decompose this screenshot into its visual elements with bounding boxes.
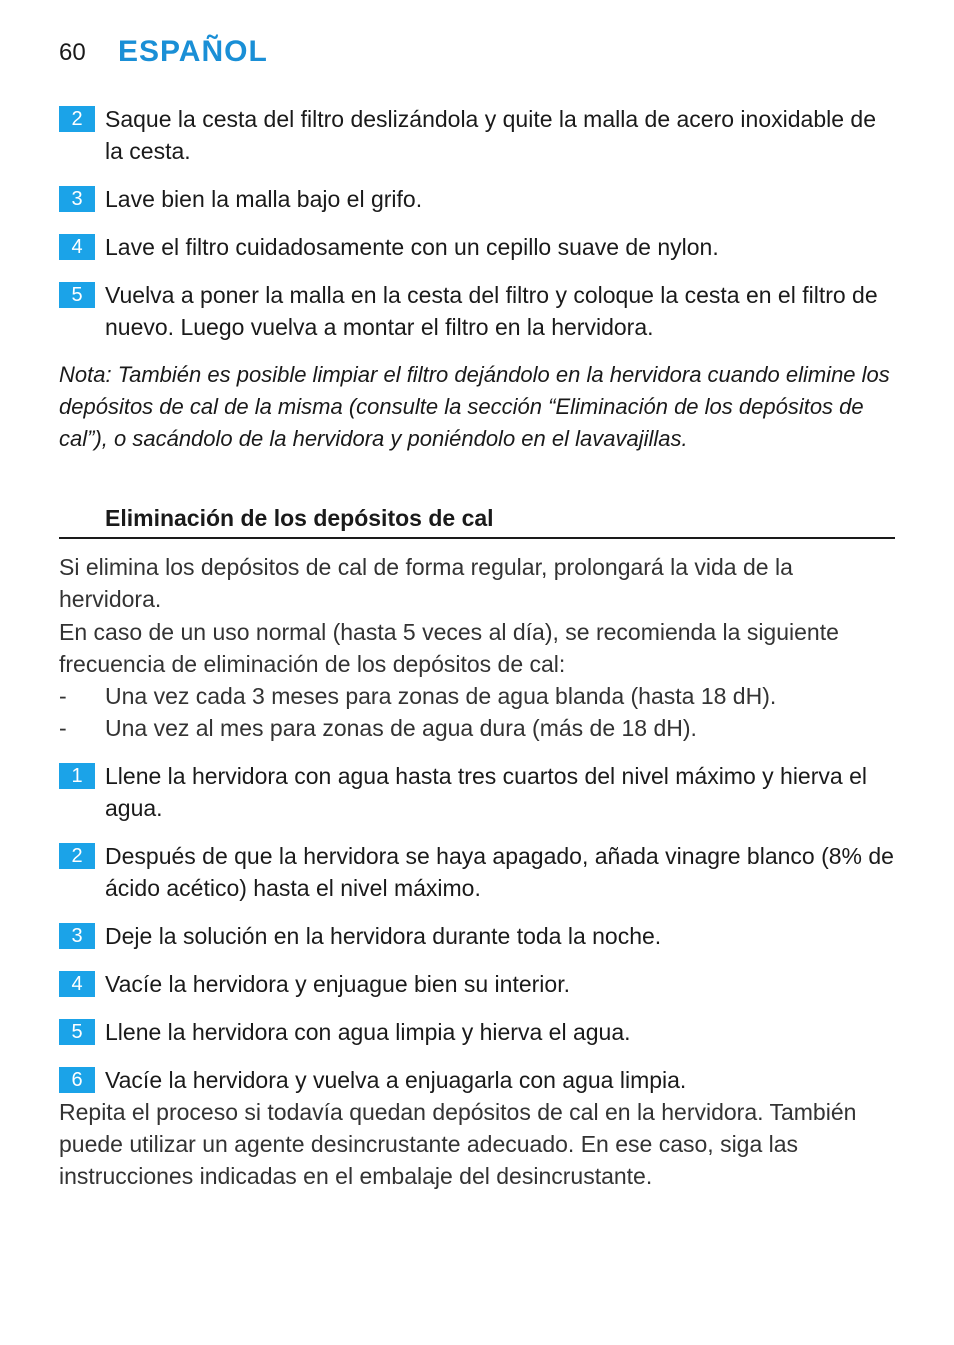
list-item (59, 680, 899, 712)
intro-paragraph: En caso de un uso normal (hasta 5 veces al día), se recomienda la siguiente frecuencia de eliminación de los depósitos de cal: (59, 619, 839, 677)
step-item (59, 1016, 899, 1048)
step-number-badge: 2 (59, 106, 95, 132)
list-item-text: Una vez cada 3 meses para zonas de agua blanda (hasta 18 dH). (105, 683, 777, 709)
step-number-badge: 1 (59, 763, 95, 789)
step-number-badge: 5 (59, 282, 95, 308)
step-number-badge: 4 (59, 971, 95, 997)
section-heading: Eliminación de los depósitos de cal (105, 505, 494, 531)
step-item (59, 760, 899, 824)
step-item (59, 920, 899, 952)
dash-bullet: - (59, 683, 67, 709)
closing-paragraph: Repita el proceso si todavía quedan depósitos de cal en la hervidora. También puede utilizar un agente desincrustante adecuado. En ese caso, siga las instrucciones indicadas en el embalaje del desincrustante. (59, 1099, 857, 1189)
step-item (59, 968, 899, 1000)
section-divider (59, 537, 895, 539)
step-item (59, 1064, 899, 1096)
step-number-badge: 5 (59, 1019, 95, 1045)
list-item-text: Una vez al mes para zonas de agua dura (más de 18 dH). (105, 715, 697, 741)
step-number-badge: 4 (59, 234, 95, 260)
step-text: Después de que la hervidora se haya apagado, añada vinagre blanco (8% de ácido acético) hasta el nivel máximo. (105, 843, 894, 901)
step-item (59, 103, 899, 167)
page-number: 60 (59, 39, 86, 66)
step-number-badge: 3 (59, 923, 95, 949)
step-text: Deje la solución en la hervidora durante toda la noche. (105, 923, 662, 949)
step-item (59, 840, 899, 904)
step-number-badge: 3 (59, 186, 95, 212)
dash-bullet: - (59, 715, 67, 741)
step-number-badge: 2 (59, 843, 95, 869)
list-item (59, 712, 899, 744)
step-text: Saque la cesta del filtro deslizándola y quite la malla de acero inoxidable de la cesta. (105, 106, 876, 164)
step-number-badge: 6 (59, 1067, 95, 1093)
intro-paragraph: Si elimina los depósitos de cal de forma regular, prolongará la vida de la hervidora. (59, 554, 793, 612)
step-item (59, 231, 899, 263)
step-text: Vacíe la hervidora y vuelva a enjuagarla con agua limpia. (105, 1067, 687, 1093)
step-text: Lave bien la malla bajo el grifo. (105, 186, 423, 212)
step-text: Vacíe la hervidora y enjuague bien su interior. (105, 971, 570, 997)
step-text: Llene la hervidora con agua hasta tres cuartos del nivel máximo y hierva el agua. (105, 763, 867, 821)
language-title: ESPAÑOL (118, 35, 268, 68)
step-text: Vuelva a poner la malla en la cesta del filtro y coloque la cesta en el filtro de nuevo. Luego vuelva a montar el filtro en la hervidora. (105, 282, 878, 340)
step-item (59, 279, 899, 343)
step-text: Llene la hervidora con agua limpia y hierva el agua. (105, 1019, 631, 1045)
step-item (59, 183, 899, 215)
step-text: Lave el filtro cuidadosamente con un cepillo suave de nylon. (105, 234, 719, 260)
note-text: Nota: También es posible limpiar el filtro dejándolo en la hervidora cuando elimine los depósitos de cal de la misma (consulte la sección “Eliminación de los depósitos de cal”), o sacándolo de la hervidora y poniéndolo en el lavavajillas. (59, 362, 890, 451)
